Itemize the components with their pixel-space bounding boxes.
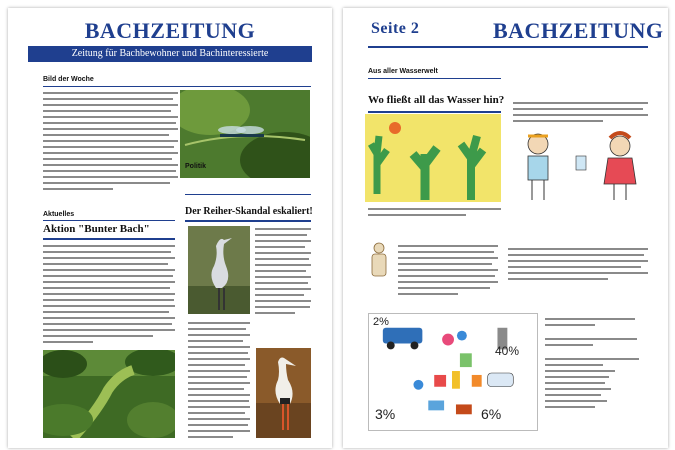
masthead: BACHZEITUNG <box>493 18 664 43</box>
drop-icon <box>368 238 390 280</box>
divider <box>368 46 648 48</box>
newspaper-page-1 <box>8 8 332 448</box>
headline-bunter-bach: Aktion "Bunter Bach" <box>43 223 150 235</box>
children-drawing <box>508 126 650 204</box>
newspaper-page-2 <box>343 8 668 448</box>
text-block-facts <box>508 246 648 296</box>
text-lines <box>545 316 647 426</box>
text-lines <box>43 90 178 200</box>
text-block-usage-stats <box>545 316 647 426</box>
text-lines <box>398 243 498 303</box>
headline-reiher-skandal: Der Reiher-Skandal eskaliert! <box>185 206 313 217</box>
divider <box>185 220 311 222</box>
cactus-drawing <box>365 114 501 202</box>
pct-2: 2% <box>373 316 389 328</box>
pct-6: 6% <box>481 406 502 422</box>
text-lines <box>508 246 648 296</box>
pct-40: 40% <box>495 344 520 358</box>
divider <box>43 86 311 87</box>
section-bild-der-woche: Bild der Woche <box>43 76 94 83</box>
divider <box>368 78 501 79</box>
section-aktuelles: Aktuelles <box>43 211 75 218</box>
divider <box>43 238 175 240</box>
divider <box>368 111 501 113</box>
text-block-reiher-left <box>188 320 250 440</box>
text-lines <box>188 320 250 440</box>
text-block-consumption <box>398 243 498 303</box>
text-lines <box>43 243 175 343</box>
stream-meadow-photo <box>43 350 175 438</box>
water-usage-drawing <box>368 313 538 431</box>
divider <box>185 194 311 195</box>
text-block-reiher-right <box>255 226 311 321</box>
masthead: BACHZEITUNG <box>84 18 256 43</box>
pct-3: 3% <box>375 406 396 422</box>
heron-photo <box>188 226 250 314</box>
stork-photo <box>256 348 311 438</box>
section-aus-aller-wasserwelt: Aus aller Wasserwelt <box>368 68 438 75</box>
section-politik: Politik <box>185 163 207 170</box>
caption-cactus <box>368 206 501 220</box>
divider <box>43 220 175 221</box>
headline-wasser: Wo fließt all das Wasser hin? <box>368 94 505 106</box>
text-lines <box>255 226 311 321</box>
page-number: Seite 2 <box>371 20 420 37</box>
tagline-banner: Zeitung für Bachbewohner und Bachinteressierte <box>28 46 312 62</box>
text-block-bunter-bach <box>43 243 175 343</box>
text-lines <box>368 206 501 220</box>
text-block-week <box>43 90 178 200</box>
